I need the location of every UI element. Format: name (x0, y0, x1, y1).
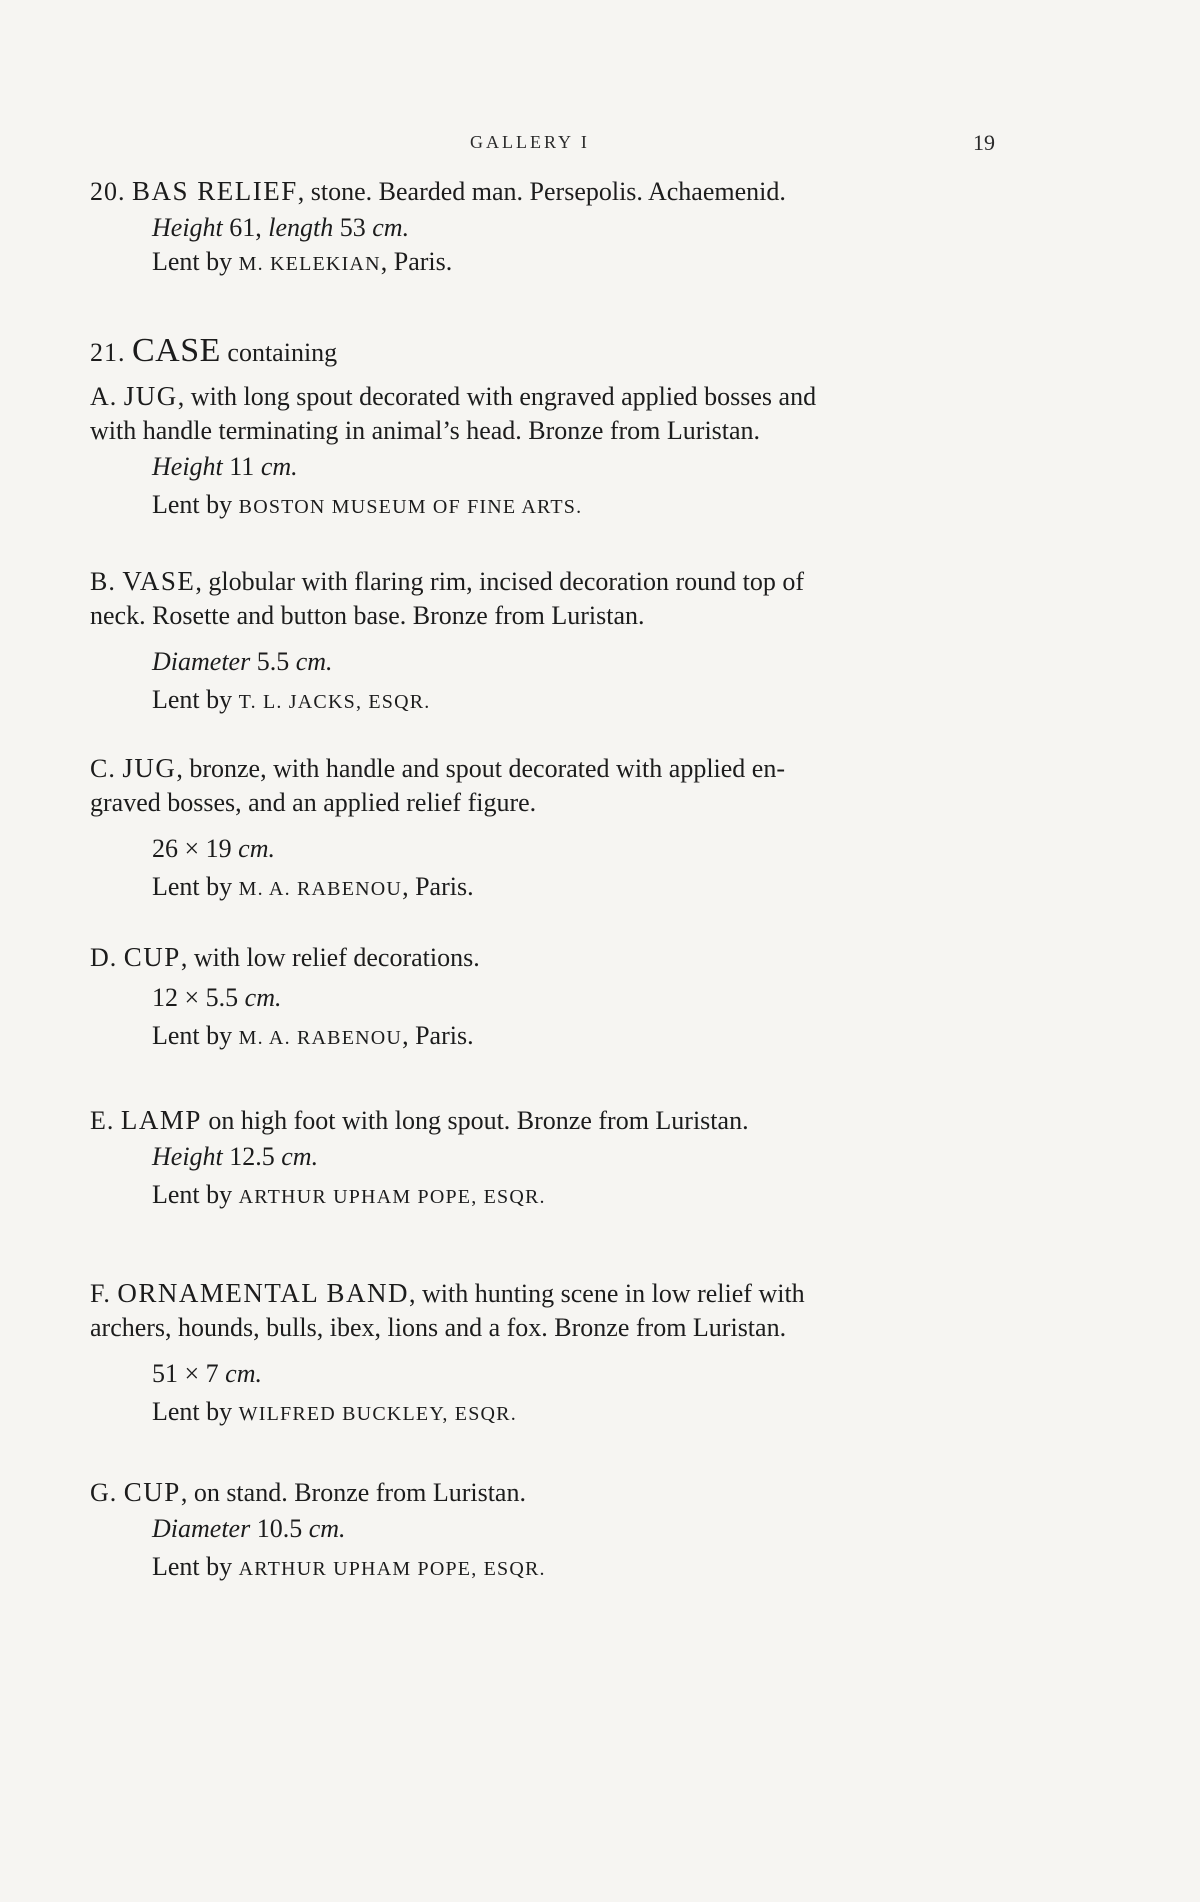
item-g-lender (90, 1548, 1020, 1588)
item-title: CUP (123, 942, 181, 972)
item-title: VASE (122, 566, 196, 596)
lender-name: M. KELEKIAN (238, 253, 381, 275)
dimension-unit: cm. (238, 834, 275, 863)
item-title: ORNAMENTAL BAND (117, 1278, 409, 1308)
item-b (90, 564, 1020, 633)
entry-number: 20. (90, 177, 126, 206)
entry-20-lender (90, 247, 1020, 279)
item-b-dimensions (90, 643, 1020, 681)
item-description-line: with handle terminating in animal’s head. Bronze from Luristan. (90, 416, 761, 445)
lender-name: M. A. RABENOU (238, 1027, 403, 1049)
item-letter: G. (90, 1478, 118, 1507)
item-description-line: , on stand. Bronze from Luristan. (180, 1478, 526, 1507)
dimension-value: 61, (222, 213, 269, 242)
dimension-unit: cm. (225, 1359, 262, 1388)
lender-location: , Paris. (402, 872, 474, 901)
item-d (90, 940, 1020, 975)
item-description-line: , globular with flaring rim, incised decoration round top of (195, 567, 805, 596)
item-g (90, 1475, 1020, 1510)
item-letter: D. (90, 943, 118, 972)
item-f (90, 1276, 1020, 1345)
lent-by-label: Lent by (152, 1021, 239, 1050)
item-description-line: , with hunting scene in low relief with (408, 1279, 805, 1308)
lent-by-label: Lent by (152, 685, 239, 714)
lent-by-label: Lent by (152, 872, 239, 901)
item-c (90, 751, 1020, 820)
page-header (0, 132, 1200, 162)
lent-by-label: Lent by (152, 1180, 239, 1209)
lent-by-label: Lent by (152, 490, 239, 519)
entry-title: CASE (132, 332, 221, 369)
entry-description: , stone. Bearded man. Persepolis. Achaemenid. (297, 177, 786, 206)
item-title: JUG (123, 381, 178, 411)
item-g-dimensions (90, 1510, 1020, 1548)
dimension-unit: cm. (372, 213, 410, 242)
dimension-value: 26 × 19 (152, 834, 239, 863)
lent-by-label: Lent by (152, 1552, 239, 1581)
entry-21 (90, 331, 1020, 373)
lender-name: T. L. JACKS, ESQR. (238, 691, 431, 713)
entry-description: containing (220, 338, 338, 367)
lender-name: ARTHUR UPHAM POPE, ESQR. (238, 1186, 546, 1208)
dimension-label: Height (152, 452, 223, 481)
item-title: CUP (123, 1477, 181, 1507)
item-description-line: neck. Rosette and button base. Bronze from Luristan. (90, 601, 645, 630)
item-c-dimensions (90, 830, 1020, 868)
item-f-dimensions (90, 1355, 1020, 1393)
lent-by-label: Lent by (152, 1397, 239, 1426)
item-letter: F. (90, 1279, 111, 1308)
lender-location: , Paris. (380, 247, 453, 276)
dimension-unit: cm. (260, 452, 298, 481)
dimension-value: 12.5 (222, 1142, 282, 1171)
page-number: 19 (973, 130, 995, 155)
dimension-value: 11 (222, 452, 261, 481)
lent-by-label: Lent by (152, 247, 239, 276)
item-description-line: , with long spout decorated with engraved applied bosses and (177, 382, 817, 411)
item-description-line: graved bosses, and an applied relief figure. (90, 788, 537, 817)
lender-name: WILFRED BUCKLEY, ESQR. (238, 1403, 517, 1425)
lender-location: , Paris. (402, 1021, 474, 1050)
dimension-label: length (268, 213, 334, 242)
item-title: LAMP (120, 1105, 202, 1135)
dimension-value: 53 (333, 213, 373, 242)
dimension-label: Height (152, 213, 223, 242)
item-letter: E. (90, 1106, 115, 1135)
dimension-value: 12 × 5.5 (152, 983, 245, 1012)
dimension-unit: cm. (281, 1142, 319, 1171)
dimension-label: Diameter (152, 1514, 251, 1543)
item-e-dimensions (90, 1138, 1020, 1176)
entry-number: 21. (90, 338, 126, 367)
entry-title: BAS RELIEF (132, 176, 298, 206)
entry-20-dimensions (90, 209, 1020, 247)
dimension-unit: cm. (244, 983, 282, 1012)
item-description-line: on high foot with long spout. Bronze from Luristan. (201, 1106, 749, 1135)
item-a-lender (90, 486, 1020, 526)
item-description-line: , bronze, with handle and spout decorated with applied en- (176, 754, 785, 783)
catalogue-page-body (90, 174, 1020, 1588)
item-description-line: archers, hounds, bulls, ibex, lions and a fox. Bronze from Luristan. (90, 1313, 787, 1342)
dimension-unit: cm. (295, 647, 333, 676)
dimension-value: 51 × 7 (152, 1359, 226, 1388)
dimension-label: Height (152, 1142, 223, 1171)
lender-name: M. A. RABENOU (238, 878, 403, 900)
dimension-unit: cm. (308, 1514, 346, 1543)
item-d-lender (90, 1017, 1020, 1057)
item-b-lender (90, 681, 1020, 721)
lender-name: ARTHUR UPHAM POPE, ESQR. (238, 1558, 546, 1580)
item-letter: A. (90, 382, 118, 411)
item-title: JUG (122, 753, 177, 783)
item-d-dimensions (90, 979, 1020, 1017)
dimension-value: 10.5 (250, 1514, 309, 1543)
item-f-lender (90, 1393, 1020, 1433)
running-head: GALLERY I (470, 132, 590, 152)
item-e-lender (90, 1176, 1020, 1216)
item-e (90, 1103, 1020, 1138)
item-c-lender (90, 868, 1020, 908)
item-letter: C. (90, 754, 116, 783)
lender-name: BOSTON MUSEUM OF FINE ARTS. (238, 496, 583, 518)
item-a (90, 379, 1020, 448)
dimension-label: Diameter (152, 647, 251, 676)
entry-20 (90, 174, 1020, 209)
item-letter: B. (90, 567, 116, 596)
item-a-dimensions (90, 448, 1020, 486)
dimension-value: 5.5 (250, 647, 296, 676)
item-description-line: , with low relief decorations. (180, 943, 480, 972)
